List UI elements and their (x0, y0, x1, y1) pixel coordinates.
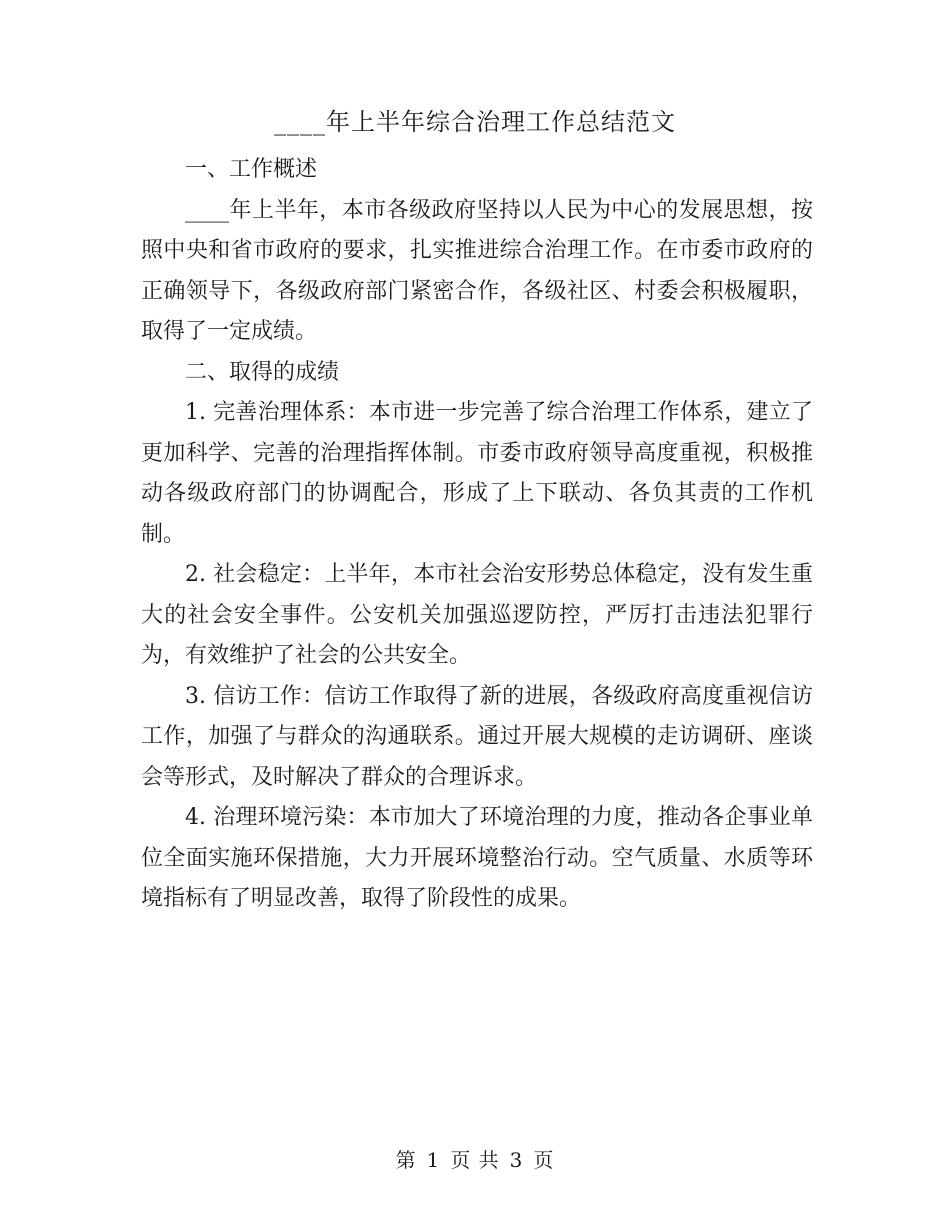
paragraph-environment: 4. 治理环境污染：本市加大了环境治理的力度，推动各企事业单位全面实施环保措施，大力开展环境整治行动。空气质量、水质等环境指标有了明显改善，取得了阶段性的成果。 (141, 805, 813, 911)
footer-total-pages: 3 (509, 1148, 524, 1172)
footer-current-page: 1 (426, 1148, 441, 1172)
paragraph-petition-work: 3. 信访工作：信访工作取得了新的进展，各级政府高度重视信访工作，加强了与群众的沟通联系。通过开展大规模的走访调研、座谈会等形式，及时解决了群众的合理诉求。 (141, 683, 813, 790)
paragraph-overview: ____年上半年，本市各级政府坚持以人民为中心的发展思想，按照中央和省市政府的要求，扎实推进综合治理工作。在市委市政府的正确领导下，各级政府部门紧密合作，各级社区、村委会积极履职，取得了一定成绩。 (141, 197, 813, 344)
paragraph-governance-system: 1. 完善治理体系：本市进一步完善了综合治理工作体系，建立了更加科学、完善的治理指挥体制。市委市政府领导高度重视，积极推动各级政府部门的协调配合，形成了上下联动、各负其责的工作机制。 (141, 400, 813, 547)
paragraph-social-stability: 2. 社会稳定：上半年，本市社会治安形势总体稳定，没有发生重大的社会安全事件。公安机关加强巡逻防控，严厉打击违法犯罪行为，有效维护了社会的公共安全。 (141, 562, 813, 668)
footer-suffix: 页 (533, 1148, 555, 1172)
document-body (141, 150, 813, 920)
section-heading-overview: 一、工作概述 (185, 157, 318, 182)
section-heading-achievements: 二、取得的成绩 (185, 359, 340, 385)
page-footer (0, 1142, 950, 1178)
footer-prefix: 第 (395, 1148, 417, 1172)
footer-mid: 页 共 (450, 1148, 500, 1172)
document-title: ____年上半年综合治理工作总结范文 (274, 108, 676, 136)
